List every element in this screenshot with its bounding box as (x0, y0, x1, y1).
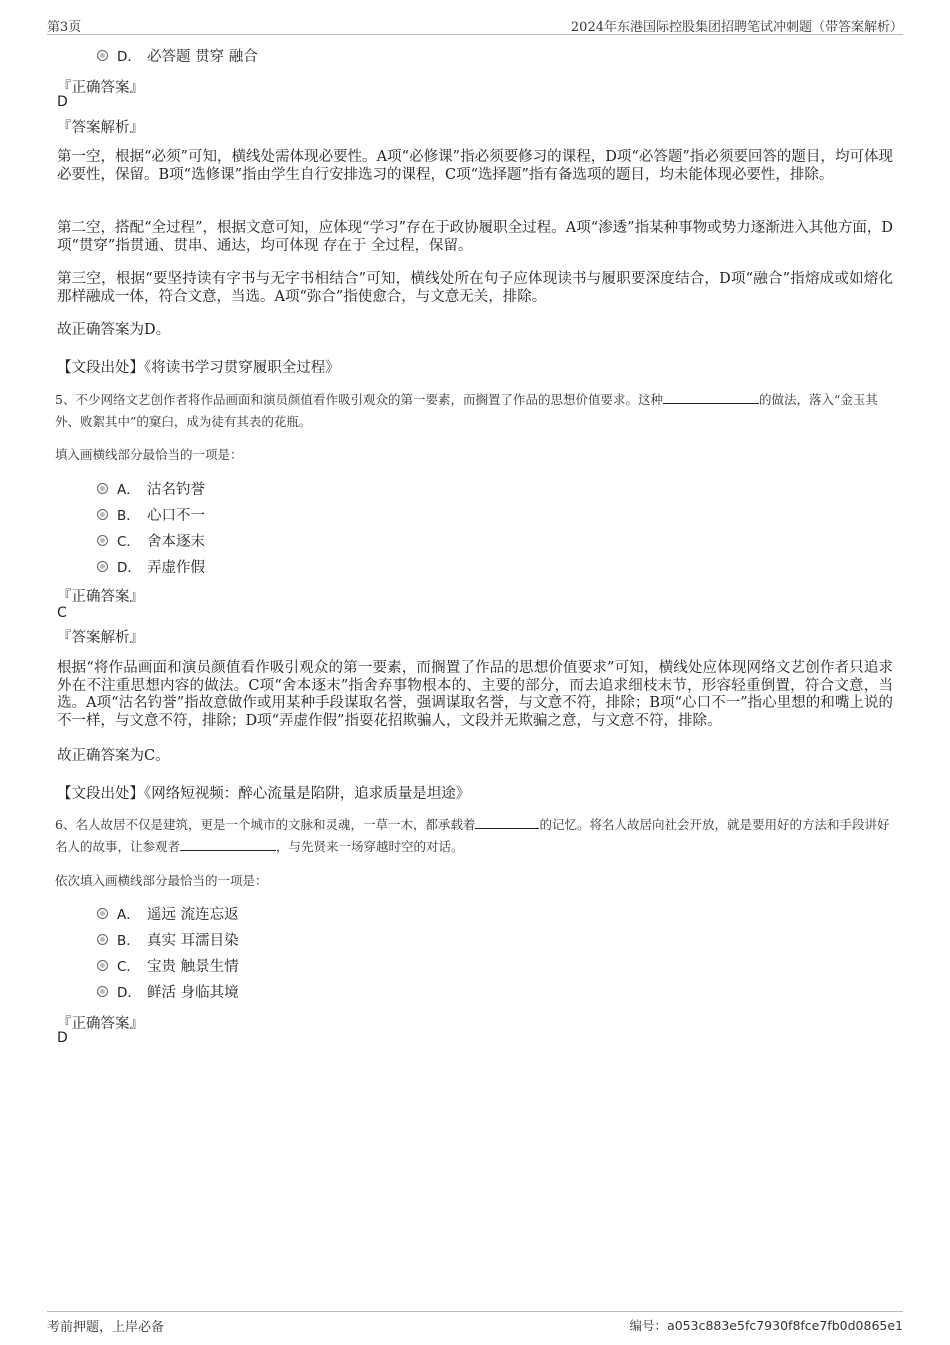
q4-correct-label: 『正确答案』 (57, 80, 144, 96)
page-footer (47, 1311, 903, 1336)
q5-option-d[interactable]: D． 弄虚作假 (97, 558, 205, 578)
q6-option-c[interactable]: C． 宝贵 触景生情 (97, 957, 239, 977)
q4-conclusion: 故正确答案为D。 (57, 322, 171, 338)
document-id: 编号：a053c883e5fc7930f8fce7fb0d0865e1 (629, 1318, 903, 1333)
q5-correct-label: 『正确答案』 (57, 589, 144, 605)
fill-blank (475, 815, 539, 829)
q4-correct-answer: D (57, 94, 68, 110)
document-title: 2024年东港国际控股集团招聘笔试冲刺题（带答案解析） (570, 20, 903, 35)
q6-option-b[interactable]: B． 真实 耳濡目染 (97, 931, 239, 951)
q5-option-c[interactable]: C． 舍本逐末 (97, 532, 205, 552)
radio-icon[interactable] (97, 908, 108, 919)
page-header (47, 14, 903, 35)
radio-icon[interactable] (97, 535, 108, 546)
q6-option-d[interactable]: D． 鲜活 身临其境 (97, 983, 239, 1003)
radio-icon[interactable] (97, 561, 108, 572)
q5-correct-answer: C (57, 605, 67, 621)
q6-prompt: 依次填入画横线部分最恰当的一项是： (55, 873, 268, 888)
q6-correct-answer: D (57, 1030, 68, 1046)
q4-source: 【文段出处】《将读书学习贯穿履职全过程》 (57, 360, 340, 376)
footer-slogan: 考前押题，上岸必备 (47, 1320, 165, 1335)
radio-icon[interactable] (97, 986, 108, 997)
q5-prompt: 填入画横线部分最恰当的一项是： (55, 447, 243, 462)
radio-icon[interactable] (97, 934, 108, 945)
fill-blank (180, 837, 276, 851)
radio-icon[interactable] (97, 509, 108, 520)
page-number: 第3页 (47, 20, 82, 35)
q4-analysis-paragraph: 第二空，搭配“全过程”，根据文意可知，应体现“学习”存在于政协履职全过程。A项“渗透”指某种事物或势力逐渐进入其他方面，D项“贯穿”指贯通、贯串、通达，均可体现 存在于 全过程，保留。 (57, 220, 893, 254)
radio-icon[interactable] (97, 483, 108, 494)
q5-option-a[interactable]: A． 沽名钓誉 (97, 480, 205, 500)
q5-source: 【文段出处】《网络短视频：醉心流量是陷阱，追求质量是坦途》 (57, 786, 471, 802)
q4-analysis-label: 『答案解析』 (57, 120, 144, 136)
radio-icon[interactable] (97, 50, 108, 61)
q5-analysis-paragraph: 根据“将作品画面和演员颜值看作吸引观众的第一要素，而搁置了作品的思想价值要求”可知，横线处应体现网络文艺创作者只追求外在不注重思想内容的做法。C项“舍本逐末”指舍弃事物根本的、主要的部分，而去追求细枝末节，形容轻重倒置，符合文意，当选。A项“沽名钓誉”指故意做作或用某种手段谋取名誉，强调谋取名誉，与文意不符，排除；B项“心口不一”指心里想的和嘴上说的不一样，与文意不符，排除；D项“弄虚作假”指耍花招欺骗人，文段并无欺骗之意，与文意不符，排除。 (57, 660, 893, 729)
q5-analysis-label: 『答案解析』 (57, 630, 144, 646)
q4-analysis-paragraph: 第三空，根据“要坚持读有字书与无字书相结合”可知，横线处所在句子应体现读书与履职要深度结合，D项“融合”指熔成或如熔化那样融成一体，符合文意，当选。A项“弥合”指使愈合，与文意无关，排除。 (57, 271, 893, 305)
q6-correct-label: 『正确答案』 (57, 1016, 144, 1032)
q6-option-a[interactable]: A． 遥远 流连忘返 (97, 905, 239, 925)
q4-analysis-paragraph: 第一空，根据“必须”可知，横线处需体现必要性。A项“必修课”指必须要修习的课程，D项“必答题”指必须要回答的题目，均可体现必要性，保留。B项“选修课”指由学生自行安排选习的课程，C项“选择题”指有备选项的题目，均未能体现必要性，排除。 (57, 149, 893, 183)
q4-option-d[interactable]: D． 必答题 贯穿 融合 (97, 47, 258, 67)
fill-blank (663, 390, 759, 404)
q6-stem: 6、名人故居不仅是建筑，更是一个城市的文脉和灵魂，一草一木，都承载着 的记忆。将名人故居向社会开放，就是要用好的方法和手段讲好名人的故事，让参观者 ，与先贤来一场穿越时空的对话。 (55, 817, 890, 854)
q5-stem: 5、不少网络文艺创作者将作品画面和演员颜值看作吸引观众的第一要素，而搁置了作品的思想价值要求。这种 的做法，落入“金玉其外、败絮其中”的窠臼，成为徒有其表的花瓶。 (55, 392, 878, 429)
q5-conclusion: 故正确答案为C。 (57, 748, 170, 764)
q5-option-b[interactable]: B． 心口不一 (97, 506, 205, 526)
radio-icon[interactable] (97, 960, 108, 971)
